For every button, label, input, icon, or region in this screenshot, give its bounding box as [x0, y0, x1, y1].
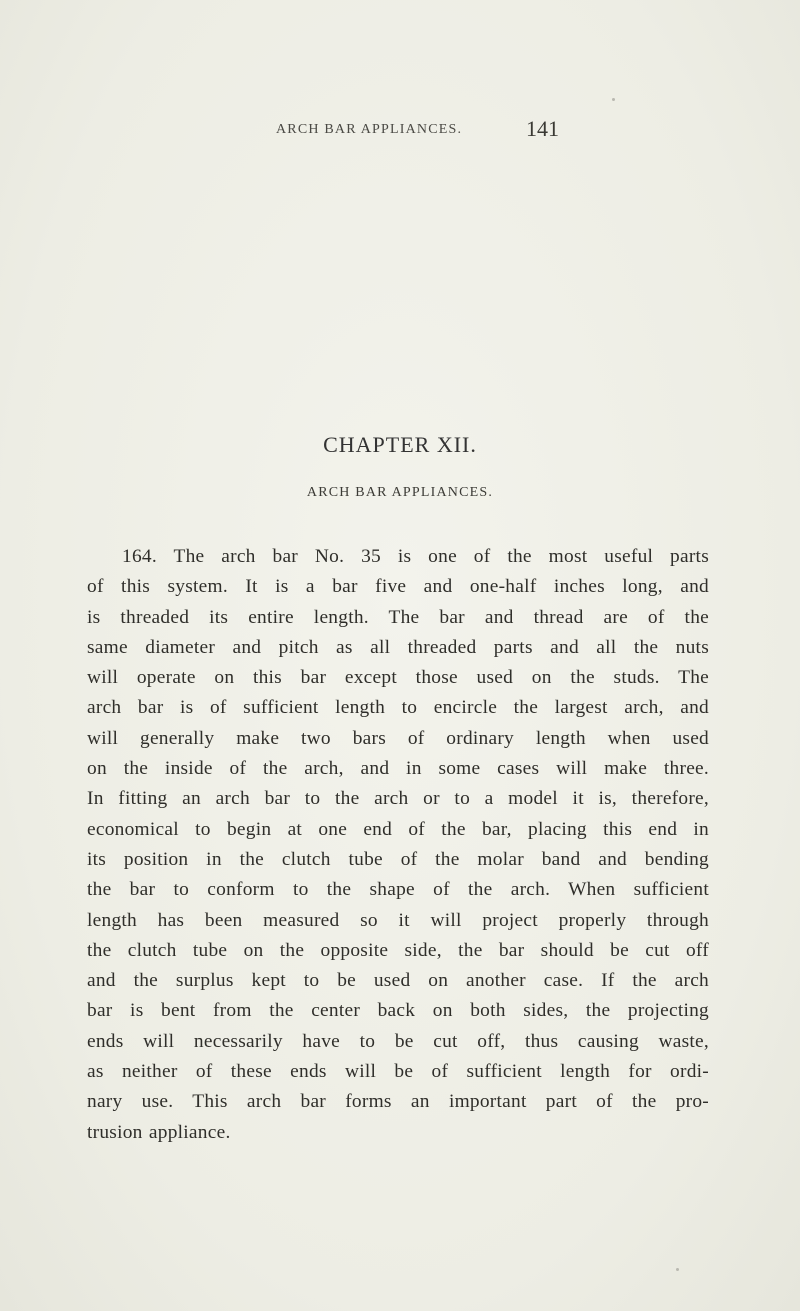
paper-speck: [676, 1268, 679, 1271]
text-line: its position in the clutch tube of the molar band and bending: [87, 848, 709, 870]
text-line: 164. The arch bar No. 35 is one of the most useful parts: [122, 546, 709, 567]
text-line: trusion appliance.: [87, 1121, 231, 1143]
page-number: 141: [526, 116, 559, 141]
body-paragraph: [87, 542, 709, 1148]
text-line: same diameter and pitch as all threaded parts and all the nuts: [87, 636, 709, 658]
paper-speck: [612, 98, 615, 101]
chapter-title: CHAPTER XII.: [323, 432, 477, 457]
text-line: length has been measured so it will project properly through: [87, 909, 709, 931]
text-line: In fitting an arch bar to the arch or to a model it is, therefore,: [87, 788, 709, 810]
text-line: will operate on this bar except those used on the studs. The: [87, 667, 709, 689]
text-line: is threaded its entire length. The bar and thread are of the: [87, 606, 709, 628]
text-line: the bar to conform to the shape of the arch. When sufficient: [87, 879, 709, 901]
text-line: on the inside of the arch, and in some cases will make three.: [87, 758, 709, 780]
text-line: nary use. This arch bar forms an important part of the pro-: [87, 1091, 709, 1113]
running-head-title: ARCH BAR APPLIANCES.: [276, 122, 463, 137]
text-line: bar is bent from the center back on both sides, the projecting: [87, 1000, 709, 1022]
text-line: as neither of these ends will be of sufficient length for ordi-: [87, 1061, 709, 1083]
text-line: arch bar is of sufficient length to encircle the largest arch, and: [87, 697, 709, 719]
text-line: of this system. It is a bar five and one-half inches long, and: [87, 576, 709, 598]
text-line: ends will necessarily have to be cut off, thus causing waste,: [87, 1030, 709, 1052]
running-head: [276, 118, 636, 148]
text-line: economical to begin at one end of the bar, placing this end in: [87, 818, 709, 840]
chapter-subtitle: ARCH BAR APPLIANCES.: [306, 485, 494, 500]
text-line: and the surplus kept to be used on another case. If the arch: [87, 970, 709, 992]
text-line: will generally make two bars of ordinary length when used: [87, 727, 709, 749]
text-line: the clutch tube on the opposite side, the bar should be cut off: [87, 939, 709, 961]
